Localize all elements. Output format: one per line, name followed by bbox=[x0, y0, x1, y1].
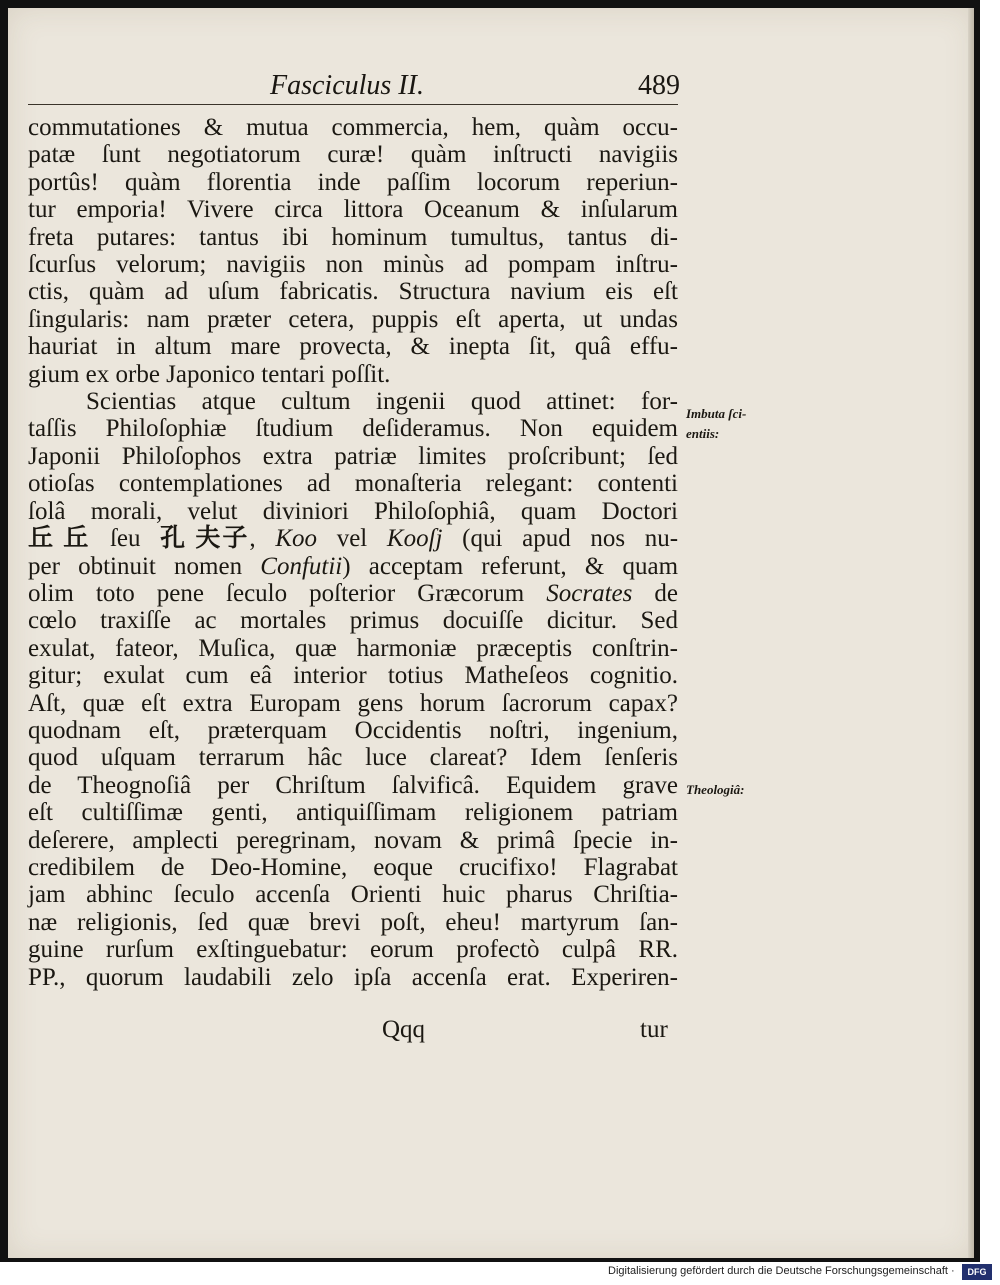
text-line: portûs! quàm florentia inde paſſim locorum reperiun- bbox=[28, 168, 678, 196]
signature-mark: Qqq bbox=[382, 1016, 426, 1043]
page-edge bbox=[968, 8, 974, 1258]
name-confutii: Confutii bbox=[260, 552, 343, 580]
text-line: de Theognoſiâ per Chriſtum ſalvificâ. Equidem grave bbox=[28, 771, 678, 799]
word-seu: ſeu bbox=[109, 525, 141, 553]
text-line: credibilem de Deo-Homine, eoque crucifixo! Flagrabat bbox=[28, 853, 678, 881]
marginal-note-theology: Theologiâ: bbox=[686, 782, 745, 797]
running-head: Fasciculus II. bbox=[270, 70, 424, 101]
text-line: hauriat in altum mare provecta, & inepta ſit, quâ effu- bbox=[28, 333, 678, 361]
text-line: PP., quorum laudabili zelo ipſa accenſa erat. Experiren- bbox=[28, 963, 678, 991]
text-line: otioſas contemplationes ad monaſteria relegant: contenti bbox=[28, 470, 678, 498]
text-line: tur emporia! Vivere circa littora Oceanum & inſularum bbox=[28, 196, 678, 224]
text-line: Scientias atque cultum ingenii quod attinet: for- bbox=[86, 388, 678, 416]
text-line: gium ex orbe Japonico tentari poſſit. bbox=[28, 360, 391, 388]
page-number: 489 bbox=[638, 70, 680, 101]
cjk-glyphs: 孔 夫子 bbox=[160, 525, 250, 553]
text-line: næ religionis, ſed quæ brevi poſt, eheu! martyrum ſan- bbox=[28, 908, 678, 936]
text-line: eſt cultiſſimæ genti, antiquiſſimam religionem patriam bbox=[28, 799, 678, 827]
catchword: tur bbox=[640, 1016, 668, 1043]
marginal-note-line: Imbuta ſci- bbox=[686, 406, 747, 421]
name-koosj: Kooſj bbox=[386, 525, 443, 553]
text-line bbox=[28, 580, 678, 607]
text-line: taſſis Philoſophiæ ſtudium deſideramus. Non equidem bbox=[28, 415, 678, 443]
body-text bbox=[28, 114, 678, 991]
text-line: gitur; exulat cum eâ interior totius Matheſeos cognitio. bbox=[28, 662, 678, 690]
marginal-note-sciences bbox=[686, 404, 746, 444]
dfg-logo: DFG bbox=[962, 1264, 992, 1280]
word-vel: vel bbox=[336, 525, 368, 553]
text-line: ctis, quàm ad uſum fabricatis. Structura navium eis eſt bbox=[28, 278, 678, 306]
footer-credit: Digitalisierung gefördert durch die Deutsche Forschungsgemeinschaft · bbox=[608, 1265, 955, 1277]
text-line: ſingularis: nam præter cetera, puppis eſt aperta, ut undas bbox=[28, 305, 678, 333]
text-fragment: (qui apud nos nu- bbox=[462, 525, 679, 553]
text-line: Aſt, quæ eſt extra Europam gens horum ſacrorum capax? bbox=[28, 689, 678, 717]
text-line: cœlo traxiſſe ac mortales primus docuiſſe dicitur. Sed bbox=[28, 607, 678, 635]
text-line: commutationes & mutua commercia, hem, quàm occu- bbox=[28, 114, 678, 141]
text-line: jam abhinc ſeculo accenſa Orienti huic pharus Chriſtia- bbox=[28, 881, 678, 909]
name-koo: Koo bbox=[275, 525, 318, 553]
text-fragment: ) acceptam referunt, & quam bbox=[342, 552, 679, 580]
text-fragment: de bbox=[654, 579, 679, 607]
text-line: guine rurſum exſtinguebatur: eorum profectò culpâ RR. bbox=[28, 936, 678, 964]
text-fragment: olim toto pene ſeculo poſterior Græcorum bbox=[28, 579, 525, 607]
text-line: deſerere, amplecti peregrinam, novam & primâ ſpecie in- bbox=[28, 826, 678, 854]
text-line: quodnam eſt, præterquam Occidentis noſtri, ingenium, bbox=[28, 716, 678, 744]
text-line: Japonii Philoſophos extra patriæ limites proſcribunt; ſed bbox=[28, 442, 678, 470]
text-line: exulat, fateor, Muſica, quæ harmoniæ præceptis conſtrin- bbox=[28, 634, 678, 662]
text-line: patæ ſunt negotiatorum curæ! quàm inſtructi navigiis bbox=[28, 141, 678, 169]
text-line: quod uſquam terrarum hâc luce clareat? Idem ſenſeris bbox=[28, 744, 678, 772]
cjk-glyphs: 丘 丘 bbox=[28, 525, 91, 553]
text-line-cjk: 丘 丘 ſeu 孔 夫子, Koo vel Kooſj (qui apud nos nu- bbox=[28, 525, 679, 553]
text-line bbox=[28, 553, 678, 580]
text-line: freta putares: tantus ibi hominum tumultus, tantus di- bbox=[28, 223, 678, 251]
text-fragment: per obtinuit nomen bbox=[28, 552, 243, 580]
marginal-note-line: entiis: bbox=[686, 426, 720, 441]
text-line: ſcurſus velorum; navigiis non minùs ad pompam inſtru- bbox=[28, 251, 678, 279]
text-line: ſolâ morali, velut diviniori Philoſophiâ, quam Doctori bbox=[28, 497, 678, 525]
name-socrates: Socrates bbox=[546, 579, 633, 607]
head-rule bbox=[28, 104, 678, 105]
